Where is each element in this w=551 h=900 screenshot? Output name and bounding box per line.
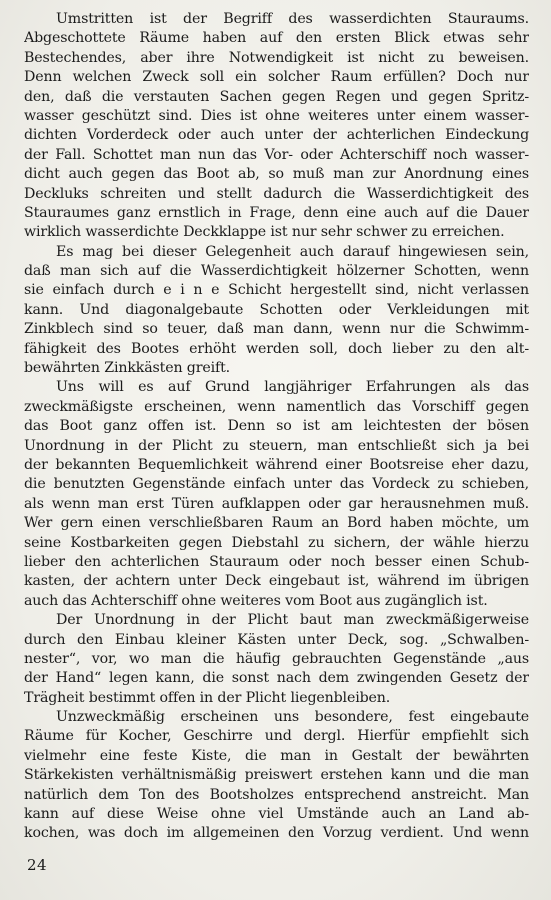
body-text [24, 10, 529, 844]
text-line: wirklich wasserdichte Deckklappe ist nur sehr schwer zu erreichen. [24, 224, 505, 241]
text-line: Stauraumes ganz ernstlich in Frage, denn eine auch auf die Dauer [24, 204, 529, 221]
text-line: Der Unordnung in der Plicht baut man zweckmäßigerweise [56, 612, 529, 629]
text-line: Stärkekisten verhältnismäßig preiswert erstehen kann und die man [24, 767, 529, 784]
text-line: Bestechendes, aber ihre Notwendigkeit ist nicht zu beweisen. [24, 49, 529, 66]
text-line: Denn welchen Zweck soll ein solcher Raum erfüllen? Doch nur [24, 69, 529, 86]
text-line: natürlich dem Ton des Bootsholzes entsprechend anstreicht. Man [24, 786, 529, 803]
text-line: Umstritten ist der Begriff des wasserdichten Stauraums. [56, 11, 529, 27]
text-line: Wer gern einen verschließbaren Raum an Bord haben möchte, um [24, 515, 529, 532]
text-line: der Hand“ legen kann, die sonst nach dem zwingenden Gesetz der [24, 670, 529, 687]
text-line: kann auf diese Weise ohne viel Umstände auch an Land ab- [24, 806, 529, 823]
text-line: der Fall. Schottet man nun das Vor- oder Achterschiff noch wasser- [24, 146, 529, 163]
text-line: der bekannten Bequemlichkeit während einer Bootsreise eher dazu, [24, 456, 529, 473]
text-line: nester“, vor, wo man die häufig gebrauchten Gegenstände „aus [24, 650, 529, 667]
text-line: Trägheit bestimmt offen in der Plicht liegenbleiben. [24, 689, 391, 706]
text-line: das Boot ganz offen ist. Denn so ist am leichtesten der bösen [24, 418, 529, 435]
text-line: lieber den achterlichen Stauraum oder noch besser einen Schub- [24, 553, 529, 570]
text-line: Es mag bei dieser Gelegenheit auch darauf hingewiesen sein, [56, 243, 529, 260]
text-line: seine Kostbarkeiten gegen Diebstahl zu sichern, der wähle hierzu [24, 534, 529, 551]
text-line: sie einfach durch e i n e Schicht hergestellt sind, nicht verlassen [24, 282, 529, 299]
text-line: Uns will es auf Grund langjähriger Erfahrungen als das [56, 379, 529, 396]
text-line: kasten, der achtern unter Deck eingebaut ist, während im übrigen [24, 573, 529, 590]
text-line: als wenn man erst Türen aufklappen oder gar herausnehmen muß. [24, 495, 529, 512]
text-line: Abgeschottete Räume haben auf den ersten Blick etwas sehr [24, 30, 529, 47]
text-line: wasser geschützt sind. Dies ist ohne weiteres unter einem wasser- [24, 107, 529, 124]
text-line: durch den Einbau kleiner Kästen unter Deck, sog. „Schwalben- [24, 631, 529, 648]
text-line: Zinkblech sind so teuer, daß man dann, wenn nur die Schwimm- [24, 321, 529, 338]
text-line: auch das Achterschiff ohne weiteres vom Boot aus zugänglich ist. [24, 592, 488, 609]
text-line: den, daß die verstauten Sachen gegen Regen und gegen Spritz- [24, 88, 529, 105]
text-line: Räume für Kocher, Geschirre und dergl. Hierfür empfiehlt sich [24, 728, 529, 745]
text-line: Unordnung in der Plicht zu steuern, man entschließt sich ja bei [24, 437, 529, 454]
text-line: bewährten Zinkkästen greift. [24, 360, 231, 377]
text-line: kann. Und diagonalgebaute Schotten oder Verkleidungen mit [24, 301, 529, 318]
text-line: Deckluks schreiten und stellt dadurch die Wasserdichtigkeit des [24, 185, 529, 202]
text-line: die benutzten Gegenstände einfach unter das Vordeck zu schieben, [24, 476, 529, 493]
text-line: dicht auch gegen das Boot ab, so muß man zur Anordnung eines [24, 166, 529, 183]
text-line: daß man sich auf die Wasserdichtigkeit hölzerner Schotten, wenn [24, 263, 529, 280]
text-line: Unzweckmäßig erscheinen uns besondere, fest eingebaute [56, 709, 529, 726]
text-line: fähigkeit des Bootes erhöht werden soll, doch lieber zu den alt- [24, 340, 529, 357]
text-line: dichten Vorderdeck oder auch unter der achterlichen Eindeckung [24, 127, 529, 144]
page-number: 24 [27, 856, 48, 874]
text-line: kochen, was doch im allgemeinen den Vorzug verdient. Und wenn [24, 825, 529, 842]
text-line: zweckmäßigste erscheinen, wenn namentlich das Vorschiff gegen [24, 398, 529, 415]
text-line: vielmehr eine feste Kiste, die man in Gestalt der bewährten [24, 747, 529, 764]
